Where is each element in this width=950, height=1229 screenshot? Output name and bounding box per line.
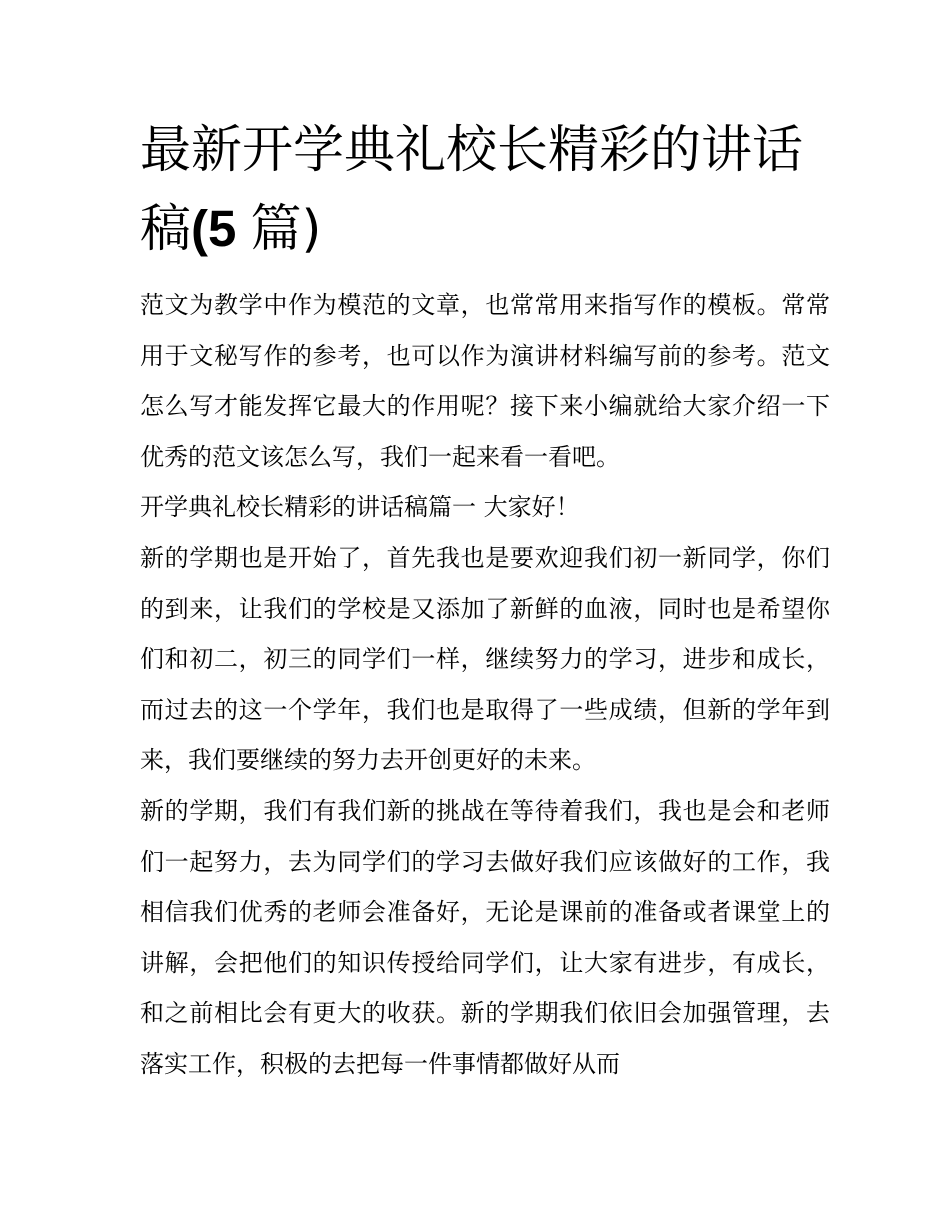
- speech-paragraph-1: 新的学期也是开始了，首先我也是要欢迎我们初一新同学，你们的到来，让我们的学校是又添加了新鲜的血液，同时也是希望你们和初二，初三的同学们一样，继续努力的学习，进步和成长，而过去的这一个学年，我们也是取得了一些成绩，但新的学年到来，我们要继续的努力去开创更好的未来。: [140, 543, 830, 775]
- document-body: [140, 280, 830, 1090]
- speech-paragraph-2: 新的学期，我们有我们新的挑战在等待着我们，我也是会和老师们一起努力，去为同学们的学习去做好我们应该做好的工作，我相信我们优秀的老师会准备好，无论是课前的准备或者课堂上的讲解，会把他们的知识传授给同学们，让大家有进步，有成长，和之前相比会有更大的收获。新的学期我们依旧会加强管理，去落实工作，积极的去把每一件事情都做好从而: [140, 796, 830, 1078]
- section-heading-paragraph: 开学典礼校长精彩的讲话稿篇一 大家好！: [140, 493, 580, 522]
- intro-paragraph: 范文为教学中作为模范的文章，也常常用来指写作的模板。常常用于文秘写作的参考，也可以作为演讲材料编写前的参考。范文怎么写才能发挥它最大的作用呢？接下来小编就给大家介绍一下优秀的范文该怎么写，我们一起来看一看吧。: [140, 291, 830, 471]
- title-count: (5: [191, 200, 251, 257]
- document-title: [140, 112, 830, 269]
- title-main-text: 最新开学典礼校长精彩的讲话稿: [140, 121, 804, 259]
- title-suffix: 篇): [250, 200, 322, 259]
